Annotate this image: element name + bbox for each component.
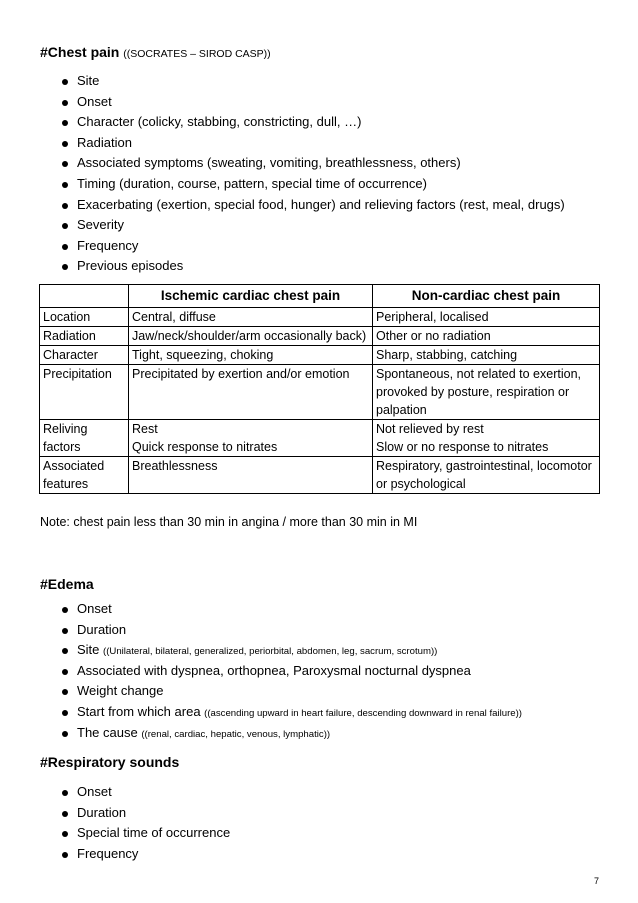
- table-header-noncardiac: Non-cardiac chest pain: [373, 285, 600, 308]
- list-item: [0, 661, 522, 682]
- bullet-icon: [62, 731, 68, 737]
- list-item: [0, 803, 230, 824]
- list-item-text: Exacerbating (exertion, special food, hunger) and relieving factors (rest, meal, drugs): [77, 196, 565, 212]
- chest-pain-title: #Chest pain: [40, 44, 120, 60]
- row-label-cell: [40, 365, 129, 420]
- table-header-row: [40, 285, 600, 308]
- bullet-icon: [62, 223, 68, 229]
- ischemic-cell: [129, 346, 373, 365]
- page-number: 7: [594, 876, 600, 886]
- bullet-icon: [62, 852, 68, 858]
- chest-pain-heading: [40, 43, 271, 63]
- ischemic-cell: [129, 327, 373, 346]
- list-item-text: Special time of occurrence: [77, 825, 231, 841]
- list-item-text: Weight change: [77, 683, 164, 699]
- list-item-text: Timing (duration, course, pattern, special time of occurrence): [77, 175, 427, 191]
- list-item: [0, 112, 565, 133]
- noncardiac-cell: [373, 327, 600, 346]
- list-item: [0, 640, 522, 661]
- list-item: [0, 782, 230, 803]
- respiratory-list: [0, 782, 230, 864]
- list-item: [0, 620, 522, 641]
- noncardiac-cell: [373, 457, 600, 494]
- edema-heading: #Edema: [40, 576, 94, 592]
- list-item-text: Associated with dyspnea, orthopnea, Paroxysmal nocturnal dyspnea: [77, 662, 471, 678]
- list-item-detail: ((ascending upward in heart failure, descending downward in renal failure)): [204, 707, 522, 719]
- bullet-icon: [62, 203, 68, 209]
- list-item-text: Site: [77, 73, 100, 88]
- edema-list: [0, 599, 522, 743]
- cell-line: Other or no radiation: [376, 329, 491, 343]
- bullet-icon: [62, 628, 68, 634]
- row-label-cell: [40, 308, 129, 327]
- bullet-icon: [62, 182, 68, 188]
- cell-line: Character: [43, 348, 98, 362]
- cell-line: Peripheral, localised: [376, 310, 489, 324]
- list-item: [0, 681, 522, 702]
- list-item-text: Previous episodes: [77, 258, 184, 274]
- bullet-icon: [62, 648, 68, 654]
- noncardiac-cell: [373, 346, 600, 365]
- cell-line: Jaw/neck/shoulder/arm occasionally back): [132, 329, 367, 343]
- ischemic-cell: [129, 308, 373, 327]
- bullet-icon: [62, 790, 68, 796]
- list-item: [0, 723, 522, 744]
- bullet-icon: [62, 161, 68, 167]
- list-item: [0, 92, 565, 113]
- bullet-icon: [62, 811, 68, 817]
- list-item-text: Frequency: [77, 845, 139, 861]
- list-item-detail: ((renal, cardiac, hepatic, venous, lymphatic)): [141, 728, 331, 740]
- list-item: [0, 71, 565, 92]
- cell-line: Respiratory, gastrointestinal, locomotor or psychological: [376, 459, 592, 491]
- list-item-text: Radiation: [77, 134, 132, 150]
- bullet-icon: [62, 100, 68, 106]
- list-item-text: Character (colicky, stabbing, constricting, dull, …): [77, 114, 362, 130]
- cell-line: Slow or no response to nitrates: [376, 440, 549, 454]
- list-item-text: Associated symptoms (sweating, vomiting, breathlessness, others): [77, 155, 461, 171]
- row-label-cell: [40, 346, 129, 365]
- noncardiac-cell: [373, 365, 600, 420]
- list-item: [0, 823, 230, 844]
- table-row: [40, 308, 600, 327]
- cell-line: Spontaneous, not related to exertion, provoked by posture, respiration or palpation: [376, 367, 582, 417]
- row-label-cell: [40, 420, 129, 457]
- cell-line: Quick response to nitrates: [132, 440, 278, 454]
- ischemic-cell: [129, 365, 373, 420]
- chest-pain-list: [0, 71, 565, 277]
- list-item-detail: ((Unilateral, bilateral, generalized, periorbital, abdomen, leg, sacrum, scrotum)): [103, 646, 438, 658]
- list-item: [0, 133, 565, 154]
- noncardiac-cell: [373, 308, 600, 327]
- table-row: [40, 327, 600, 346]
- list-item: [0, 256, 565, 277]
- ischemic-cell: [129, 457, 373, 494]
- cell-line: Reliving factors: [43, 422, 88, 454]
- cell-line: Breathlessness: [132, 459, 218, 473]
- list-item: [0, 844, 230, 865]
- table-row: [40, 365, 600, 420]
- bullet-icon: [62, 244, 68, 250]
- respiratory-heading: #Respiratory sounds: [40, 754, 180, 770]
- cell-line: Precipitation: [43, 367, 112, 381]
- list-item-text: Site: [77, 642, 104, 658]
- list-item: [0, 174, 565, 195]
- table-note: Note: chest pain less than 30 min in angina / more than 30 min in MI: [40, 515, 418, 529]
- noncardiac-cell: [373, 420, 600, 457]
- list-item: [0, 702, 522, 723]
- list-item: [0, 153, 565, 174]
- bullet-icon: [62, 831, 68, 837]
- cell-line: Precipitated by exertion and/or emotion: [132, 367, 350, 381]
- bullet-icon: [62, 669, 68, 675]
- cell-line: Sharp, stabbing, catching: [376, 348, 518, 362]
- cell-line: Tight, squeezing, choking: [132, 348, 274, 362]
- table-header-empty: [40, 285, 129, 308]
- cell-line: Radiation: [43, 329, 96, 343]
- list-item-text: Onset: [77, 601, 112, 616]
- cell-line: Central, diffuse: [132, 310, 216, 324]
- bullet-icon: [62, 141, 68, 147]
- list-item-text: Duration: [77, 621, 127, 637]
- cell-line: Rest: [132, 422, 158, 436]
- bullet-icon: [62, 120, 68, 126]
- list-item: [0, 195, 565, 216]
- list-item-text: Start from which area: [77, 703, 205, 719]
- chest-pain-subtitle: ((SOCRATES – SIROD CASP)): [123, 48, 271, 60]
- list-item-text: Severity: [77, 217, 124, 233]
- bullet-icon: [62, 264, 68, 270]
- table-header-ischemic: Ischemic cardiac chest pain: [129, 285, 373, 308]
- table-row: [40, 346, 600, 365]
- cell-line: Not relieved by rest: [376, 422, 484, 436]
- table-row: [40, 457, 600, 494]
- bullet-icon: [62, 710, 68, 716]
- list-item-text: Duration: [77, 804, 127, 820]
- bullet-icon: [62, 607, 68, 613]
- row-label-cell: [40, 457, 129, 494]
- ischemic-cell: [129, 420, 373, 457]
- list-item-text: The cause: [77, 724, 142, 740]
- cell-line: Location: [43, 310, 91, 324]
- list-item-text: Onset: [77, 784, 112, 799]
- list-item-text: Frequency: [77, 237, 139, 253]
- list-item: [0, 236, 565, 257]
- list-item-text: Onset: [77, 93, 112, 109]
- cell-line: Associated features: [43, 459, 105, 491]
- table-row: [40, 420, 600, 457]
- list-item: [0, 599, 522, 620]
- bullet-icon: [62, 79, 68, 85]
- row-label-cell: [40, 327, 129, 346]
- bullet-icon: [62, 689, 68, 695]
- comparison-table: [39, 284, 600, 494]
- list-item: [0, 215, 565, 236]
